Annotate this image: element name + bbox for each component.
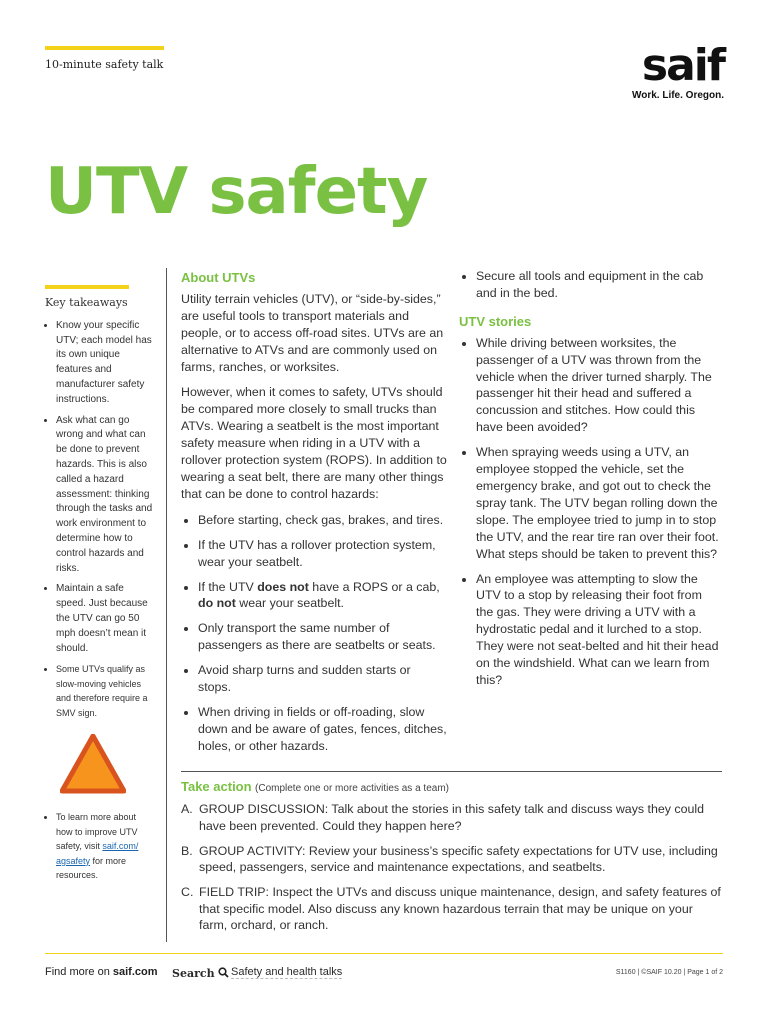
utv-stories-section [459, 268, 721, 697]
takeaway-item: • Maintain a safe speed. Just because the UTV can go 50 mph doesn’t mean it should. [56, 582, 153, 656]
document-id: S1160 | ©SAIF 10.20 | Page 1 of 2 [615, 969, 723, 976]
take-action-heading: Take action [181, 779, 252, 794]
takeaway-item: • Know your specific UTV; each model has its own unique features and manufacturer safety instructions. [56, 319, 153, 408]
hazard-control-item: • When driving in fields or off-roading, slow down and be aware of gates, fences, ditches, holes, or other hazards. [198, 704, 447, 755]
resources-item [56, 810, 153, 883]
agsafety-link[interactable]: saif.com/ agsafety [56, 841, 139, 866]
text-run: If the UTV [198, 579, 258, 594]
saif-logo[interactable] [631, 40, 724, 101]
takeaways-list [45, 319, 153, 721]
hazard-control-item [198, 579, 447, 613]
resources-list [45, 810, 153, 883]
activity-text: FIELD TRIP: Inspect the UTVs and discuss unique maintenance, design, and safety features of that specific model. Also discuss any known hazardous terrain that may be unique on your farm, orchard, or ranch. [199, 885, 721, 933]
hazard-control-item: • Secure all tools and equipment in the cab and in the bed. [476, 268, 721, 302]
resources-post: for more resources. [56, 855, 127, 881]
activity-letter: A. [181, 802, 193, 817]
about-heading: About UTVs [181, 270, 256, 285]
footer-site-link[interactable]: saif.com [112, 966, 158, 978]
activity-letter: C. [181, 885, 194, 900]
story-item: • While driving between worksites, the passenger of a UTV was thrown from the vehicle when the driver turned sharply. The passenger hit their head and suffered a concussion and stitches. How could this have been avoided? [476, 335, 721, 436]
takeaway-item: • Ask what can go wrong and what can be done to prevent hazards. This is also called a hazard assessment: thinking through the tasks and work environment to determine how to control hazards and risks. [56, 414, 153, 577]
stories-list [459, 335, 721, 689]
hazard-control-item: • Before starting, check gas, brakes, and tires. [198, 512, 447, 529]
activity-item [181, 801, 722, 834]
activity-text: GROUP ACTIVITY: Review your business’s specific safety expectations for UTV use, including speed, passengers, service and maintenance expectations, and seatbelts. [199, 843, 718, 875]
footer-find-more [45, 966, 158, 978]
footer-rule [45, 953, 723, 954]
about-utvs-section [181, 270, 447, 763]
kicker-label: 10-minute safety talk [45, 58, 164, 71]
takeaway-item: • Some UTVs qualify as slow-moving vehicles and therefore require a SMV sign. [56, 662, 153, 720]
about-paragraph-1: Utility terrain vehicles (UTV), or “side-by-sides,” are useful tools to transport materials and people, or to access off-road sites. UTVs are an alternative to ATVs and are commonly used on farms, ranches, or worksites. [181, 291, 444, 374]
resources-pre: To learn more about how to improve UTV safety, visit [56, 812, 138, 852]
activities-list [181, 801, 722, 933]
stories-heading: UTV stories [459, 313, 532, 329]
search-label: Search [172, 967, 215, 980]
column-divider [166, 268, 167, 942]
logo-wordmark: saif [641, 40, 724, 91]
sidebar-heading: Key takeaways [45, 296, 128, 309]
search-icon [218, 967, 229, 980]
activity-text: GROUP DISCUSSION: Talk about the stories in this safety talk and discuss ways they could have been prevented. Could they happen here? [199, 802, 705, 833]
activity-item [181, 843, 722, 876]
activity-letter: B. [181, 843, 193, 858]
about-paragraph-2: However, when it comes to safety, UTVs should be compared more closely to small trucks than ATVs. Wearing a seatbelt is the most important safety measure when riding in a UTV with a rollover protection system (ROPS). In addition to wearing a seat belt, there are many other things that can be done to control hazards: [181, 385, 447, 501]
header-accent-bar [45, 46, 164, 50]
hazard-control-item: • If the UTV has a rollover protection system, wear your seatbelt. [198, 537, 447, 571]
continued-list [459, 268, 721, 302]
hazard-controls-list [181, 512, 447, 755]
key-takeaways-sidebar [45, 296, 153, 889]
story-item: • An employee was attempting to slow the UTV to a stop by releasing their foot from the gas. They were driving a UTV with a hydrostatic pedal and it lurched to a stop. They were not seat-belted and hit their head on the windshield. What can we learn from this? [476, 571, 721, 689]
take-action-note: (Complete one or more activities as a team) [255, 783, 449, 794]
hazard-control-item: • Avoid sharp turns and sudden starts or stops. [198, 662, 447, 696]
page-title: UTV safety [45, 155, 428, 229]
footer-search[interactable] [172, 967, 229, 980]
emphasis: do not [198, 596, 236, 611]
take-action-section [181, 779, 722, 942]
emphasis: does not [257, 579, 309, 594]
sidebar-accent-bar [45, 285, 129, 289]
search-query-text[interactable]: Safety and health talks [231, 966, 343, 978]
text-run: have a ROPS or a cab, [308, 579, 440, 594]
section-divider [181, 771, 722, 772]
logo-tagline: Work. Life. Oregon. [631, 90, 724, 101]
hazard-control-item: • Only transport the same number of passengers as there are seatbelts or seats. [198, 620, 447, 654]
story-item: • When spraying weeds using a UTV, an employee stopped the vehicle, set the emergency brake, and got out to check the spray tank. The UTV began rolling down the slope. The employee tried to jump in to stop the UTV, and the rear tire ran over their foot. What steps should be taken to prevent this? [476, 444, 721, 562]
activity-item [181, 884, 722, 933]
footer-find-label: Find more on [45, 966, 113, 978]
text-run: wear your seatbelt. [235, 596, 344, 611]
smv-sign-icon [60, 734, 153, 800]
